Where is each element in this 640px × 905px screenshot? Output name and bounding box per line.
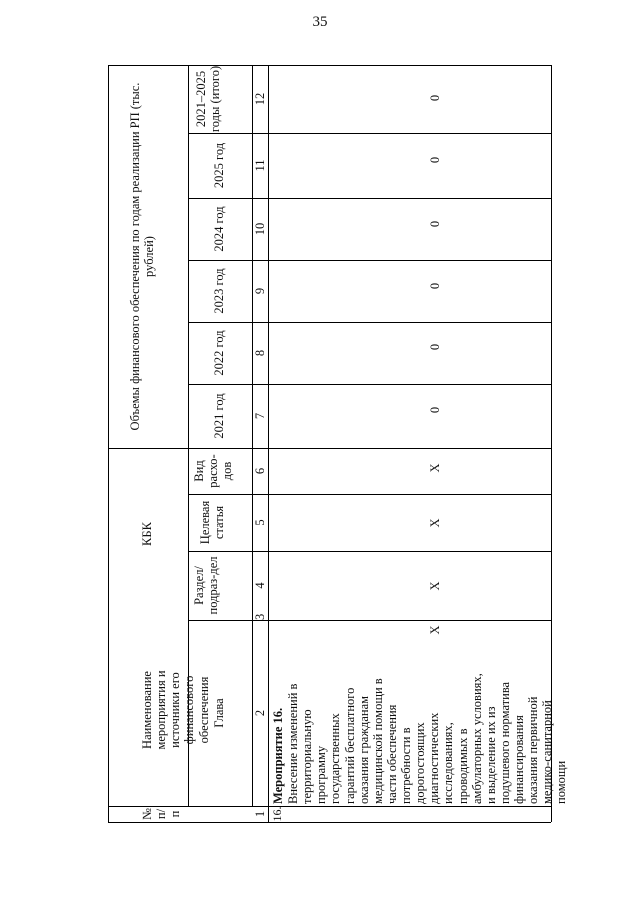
- index-4: 4: [253, 582, 267, 589]
- kbk-glava-value: X: [428, 625, 442, 635]
- value-2025: 0: [428, 156, 442, 164]
- header-year-2022: 2022 год: [212, 330, 226, 376]
- row-description: Внесение изменений в территориальную программу государственных гарантий бесплатного оказания гражданам медицинской помощи в части обеспечения потребности в дорогостоящих диагностических исследованиях, проводимых в амбулаторных условиях, и выделение их из подушевого норматива финансирования оказания первичной медико-санитарной помощи: [286, 673, 569, 804]
- page-number: 35: [312, 14, 328, 30]
- index-9: 9: [253, 287, 267, 295]
- header-volumes: Объемы финансового обеспечения по годам реализации РП (тыс. рублей): [128, 82, 157, 431]
- value-2021: 0: [428, 406, 442, 414]
- header-num: № п/п: [140, 808, 183, 820]
- header-kbk-glava: Глава: [212, 698, 226, 728]
- header-year-total: 2021–2025 годы (итого): [194, 65, 223, 133]
- kbk-vid-value: X: [428, 463, 442, 473]
- header-year-2025: 2025 год: [212, 142, 226, 189]
- index-2: 2: [253, 709, 267, 717]
- header-year-2021: 2021 год: [212, 393, 226, 439]
- value-total: 0: [428, 94, 442, 102]
- header-kbk: КБК: [140, 522, 154, 546]
- index-11: 11: [253, 159, 267, 172]
- index-1: 1: [253, 810, 267, 818]
- index-6: 6: [253, 467, 267, 475]
- value-2024: 0: [428, 220, 442, 228]
- index-7: 7: [253, 412, 267, 420]
- row-title: Мероприятие 16.: [271, 707, 285, 804]
- table-sheet: № п/п Наименование мероприятия и источники его финансового обеспечения КБК Объемы финансового обеспечения по годам реализации РП (тыс. рублей) Глава Раздел/ подраз-дел Целевая статья Вид расхо-дов 2021 год 2022 год 2023 год 2024 год 2025 год 2021–2025 годы (итого) 1 2 3 4 5 6 7 8 9 10 11 12 16. Мероприятие 16. Внесение изменений в территориальную программу государственных гарантий бесплатного оказания гражданам медицинской помощи в части обеспечения потребности в дорогостоящих диагностических исследованиях, проводимых в амбулаторных условиях, и выделение их из подушевого норматива финансирования оказания первичной медико-санитарной помощи X X X X 0 0 0 0 0 0: [0, 0, 640, 905]
- header-kbk-razdel: Раздел/ подраз-дел: [192, 556, 221, 615]
- header-year-2023: 2023 год: [212, 268, 226, 314]
- header-kbk-vid: Вид расхо-дов: [192, 454, 235, 488]
- header-kbk-statya: Целевая статья: [198, 500, 227, 545]
- header-name: Наименование мероприятия и источники его финансового обеспечения: [140, 670, 211, 750]
- index-5: 5: [253, 519, 267, 526]
- value-2023: 0: [428, 282, 442, 290]
- header-year-2024: 2024 год: [212, 206, 226, 252]
- row-number: 16.: [270, 806, 284, 822]
- kbk-statya-value: X: [428, 518, 442, 528]
- kbk-razdel-value: X: [428, 581, 442, 591]
- value-2022: 0: [428, 343, 442, 351]
- index-10: 10: [253, 222, 267, 236]
- index-12: 12: [253, 92, 267, 106]
- index-8: 8: [253, 349, 267, 357]
